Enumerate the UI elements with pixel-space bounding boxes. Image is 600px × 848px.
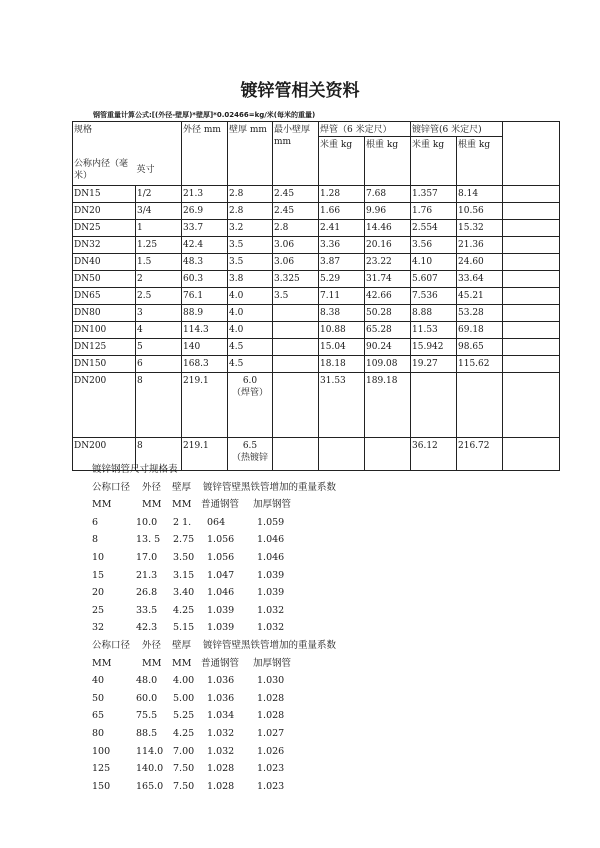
cell-wall: 3.8 [228,271,273,288]
cell-od: 33.7 [182,220,228,237]
cell-g_b: 24.60 [457,254,503,271]
cell-od: 88.9 [182,305,228,322]
size-data-row-col: 1.036 [207,692,235,704]
cell-wall: 4.0 [228,322,273,339]
cell-min: 3.06 [273,254,319,271]
cell-blank [503,254,560,271]
header-row-1 [73,122,560,137]
cell-blank [503,373,560,438]
cell-g_b: 115.62 [457,356,503,373]
cell-inch: 1.25 [136,237,182,254]
cell-min [273,322,319,339]
size-data-row-col: 5.00 [173,692,195,704]
cell-w_m: 31.53 [319,373,365,438]
size-data-row-col: 65 [92,710,105,722]
cell-inch: 6 [136,356,182,373]
cell-g_m: 11.53 [411,322,457,339]
wall-value: 6.0 [242,376,258,386]
cell-inch: 2.5 [136,288,182,305]
size-header-row-col: 公称口径 [92,481,131,493]
cell-w_b: 14.46 [365,220,411,237]
size-data-row-col: 75.5 [136,710,158,722]
size-data-row-col: 4.25 [173,604,195,616]
cell-g_b: 98.65 [457,339,503,356]
cell-dn: DN200 [73,373,136,438]
size-header-row-col: 外径 [142,639,162,651]
cell-w_m: 1.28 [319,186,365,203]
cell-g_m: 8.88 [411,305,457,322]
cell-dn: DN25 [73,220,136,237]
cell-od: 114.3 [182,322,228,339]
cell-wall: 2.8 [228,203,273,220]
cell-wall [228,438,273,471]
size-data-row-col: 26.8 [136,587,158,599]
header-welded-per-bar: 根重 kg [365,137,411,186]
wall-note: （热镀锌 [231,453,268,463]
header-wall: 壁厚 mm [228,122,273,186]
cell-min: 2.8 [273,220,319,237]
cell-od: 140 [182,339,228,356]
header-galv-group: 镀锌管(6 米定尺) [411,122,503,137]
size-data-row-col: 13. 5 [136,534,161,546]
cell-od: 60.3 [182,271,228,288]
cell-g_b: 45.21 [457,288,503,305]
cell-g_b: 33.64 [457,271,503,288]
cell-wall: 4.0 [228,288,273,305]
size-header-row-col: 壁厚 [172,481,192,493]
cell-w_m: 3.36 [319,237,365,254]
size-unit-row-col: MM [142,657,162,669]
cell-g_m [411,373,457,438]
cell-blank [503,438,560,471]
size-data-row-col: 1.028 [207,780,235,792]
size-data-row-col: 1.039 [257,587,285,599]
cell-g_m: 19.27 [411,356,457,373]
wall-note: （焊管） [231,388,268,398]
cell-od: 219.1 [182,438,228,471]
table-row [73,203,560,220]
cell-g_b: 10.56 [457,203,503,220]
size-data-row-col: 1.039 [207,622,235,634]
size-data-row-col: 1.032 [257,622,285,634]
cell-dn: DN15 [73,186,136,203]
header-welded-per-meter: 米重 kg [319,137,365,186]
size-data-row-col: 8 [92,534,99,546]
cell-g_b: 8.14 [457,186,503,203]
cell-w_m: 18.18 [319,356,365,373]
cell-blank [503,220,560,237]
cell-dn: DN32 [73,237,136,254]
size-data-row-col: 140.0 [136,763,164,775]
cell-min: 2.45 [273,203,319,220]
header-spec-gap [73,137,182,153]
table-row [73,356,560,373]
cell-w_b: 90.24 [365,339,411,356]
cell-od: 42.4 [182,237,228,254]
cell-g_m: 7.536 [411,288,457,305]
cell-dn: DN80 [73,305,136,322]
size-data-row-col: 3.40 [173,587,195,599]
cell-w_b: 42.66 [365,288,411,305]
cell-wall: 2.8 [228,186,273,203]
cell-g_b: 53.28 [457,305,503,322]
cell-w_b: 9.96 [365,203,411,220]
cell-w_b: 7.68 [365,186,411,203]
table-row [73,322,560,339]
size-data-row-col: 1.039 [207,604,235,616]
cell-dn: DN65 [73,288,136,305]
cell-g_m: 1.76 [411,203,457,220]
cell-blank [503,237,560,254]
table-row [73,220,560,237]
cell-g_m: 3.56 [411,237,457,254]
cell-od: 219.1 [182,373,228,438]
size-data-row-col: 48.0 [136,675,158,687]
cell-w_b: 65.28 [365,322,411,339]
size-data-row-col: 3.15 [173,569,195,581]
cell-min [273,305,319,322]
size-data-row-col: 10.0 [136,516,158,528]
cell-wall: 3.5 [228,237,273,254]
size-unit-row-col: MM [92,657,112,669]
size-data-row-col: 1.046 [257,551,285,563]
size-unit-row-col: MM [172,499,192,511]
size-data-row-col: 1.027 [257,727,285,739]
pipe-spec-table [72,121,560,471]
cell-min: 3.325 [273,271,319,288]
size-header-row-col: 外径 [142,481,162,493]
size-data-row-col: 1.026 [257,745,285,757]
table-row [73,288,560,305]
table-row [73,237,560,254]
cell-w_m: 15.04 [319,339,365,356]
size-header-row-col: 公称口径 [92,639,131,651]
size-data-row-col: 33.5 [136,604,158,616]
size-data-row-col: 42.3 [136,622,158,634]
size-unit-row-col: 加厚钢管 [253,657,292,669]
size-data-row-col: 1.032 [257,604,285,616]
cell-inch: 8 [136,373,182,438]
size-data-row-col: 1.046 [257,534,285,546]
cell-od: 48.3 [182,254,228,271]
size-unit-row-col: 加厚钢管 [253,499,292,511]
size-header-row-col: 镀锌管壁黑铁管增加的重量系数 [203,481,337,493]
wall-value: 6.5 [242,441,258,451]
cell-min [273,356,319,373]
size-data-row-col: 1.028 [257,710,285,722]
size-data-row-col: 40 [92,675,105,687]
cell-w_b: 31.74 [365,271,411,288]
size-data-row-col: 1.032 [207,727,235,739]
size-data-row-col: 1.030 [257,675,285,687]
cell-dn: DN150 [73,356,136,373]
cell-wall: 4.5 [228,356,273,373]
cell-min: 2.45 [273,186,319,203]
cell-dn: DN100 [73,322,136,339]
size-data-row-col: 1.056 [207,551,235,563]
size-data-row-col: 7.50 [173,780,195,792]
size-data-row-col: 10 [92,551,105,563]
cell-dn: DN40 [73,254,136,271]
header-inch: 英寸 [136,153,182,186]
size-data-row-col: 80 [92,727,105,739]
cell-dn: DN125 [73,339,136,356]
header-galv-per-bar: 根重 kg [457,137,503,186]
size-data-row-col: 15 [92,569,105,581]
size-data-row-col: 1.059 [257,516,285,528]
cell-wall: 4.0 [228,305,273,322]
cell-od: 168.3 [182,356,228,373]
size-unit-row-col: 普通钢管 [201,657,240,669]
cell-g_m: 1.357 [411,186,457,203]
cell-inch: 1.5 [136,254,182,271]
size-data-row-col: 1.028 [207,763,235,775]
cell-min [273,438,319,471]
cell-g_m: 2.554 [411,220,457,237]
cell-w_m: 8.38 [319,305,365,322]
size-data-row-col: 100 [92,745,111,757]
header-min-wall: 最小壁厚 mm [273,122,319,186]
size-unit-row-col: 普通钢管 [201,499,240,511]
cell-g_m: 15.942 [411,339,457,356]
size-data-row-col: 4.00 [173,675,195,687]
cell-w_m: 1.66 [319,203,365,220]
cell-g_b: 216.72 [457,438,503,471]
cell-inch: 3/4 [136,203,182,220]
cell-wall [228,373,273,438]
size-data-row-col: 1.047 [207,569,235,581]
size-header-row-col: 镀锌管壁黑铁管增加的重量系数 [203,639,337,651]
size-data-row-col: 2.75 [173,534,195,546]
cell-g_m: 5.607 [411,271,457,288]
cell-w_b: 50.28 [365,305,411,322]
cell-w_b: 189.18 [365,373,411,438]
cell-blank [503,339,560,356]
cell-w_m: 10.88 [319,322,365,339]
cell-w_b [365,438,411,471]
cell-g_m: 4.10 [411,254,457,271]
size-unit-row-col: MM [92,499,112,511]
size-unit-row-col: MM [172,657,192,669]
cell-dn: DN200 [73,438,136,471]
header-nominal-bore: 公称内径（毫米） [73,153,136,186]
size-data-row-col: 1.046 [207,587,235,599]
table-row [73,186,560,203]
size-data-row-col: 6 [92,516,99,528]
size-data-row-col: 1.036 [207,675,235,687]
cell-dn: DN20 [73,203,136,220]
cell-min: 3.5 [273,288,319,305]
size-data-row-col: 114.0 [136,745,164,757]
table-row [73,254,560,271]
header-galv-per-meter: 米重 kg [411,137,457,186]
cell-w_b: 20.16 [365,237,411,254]
size-data-row-col: 5.25 [173,710,195,722]
cell-min: 3.06 [273,237,319,254]
table-row-tall [73,373,560,438]
size-data-row-col: 125 [92,763,111,775]
size-data-row-col: 50 [92,692,105,704]
header-blank [503,122,560,186]
table-row [73,271,560,288]
size-data-row-col: 21.3 [136,569,158,581]
size-data-row-col: 3.50 [173,551,195,563]
size-data-row-col: 5.15 [173,622,195,634]
weight-formula: 钢管重量计算公式:[(外径-壁厚)*壁厚]*0.02466=kg/米(每米的重量) [93,111,316,119]
size-data-row-col: 1.034 [207,710,235,722]
size-data-row-col: 1.028 [257,692,285,704]
cell-min [273,373,319,438]
cell-blank [503,305,560,322]
size-data-row-col: 7.50 [173,763,195,775]
cell-w_m: 7.11 [319,288,365,305]
size-header-row-col: 壁厚 [172,639,192,651]
size-data-row-col: 1.056 [207,534,235,546]
size-data-row-col: 32 [92,622,105,634]
cell-w_m: 3.87 [319,254,365,271]
cell-g_b [457,373,503,438]
size-data-row-col: 7.00 [173,745,195,757]
cell-blank [503,288,560,305]
cell-g_b: 21.36 [457,237,503,254]
cell-w_b: 109.08 [365,356,411,373]
cell-wall: 3.5 [228,254,273,271]
cell-dn: DN50 [73,271,136,288]
size-data-row-col: 88.5 [136,727,158,739]
size-data-row-col: 20 [92,587,105,599]
size-data-row-col: 064 [207,516,226,528]
header-welded-group: 焊管（6 米定尺） [319,122,411,137]
cell-wall: 3.2 [228,220,273,237]
size-data-row-col: 1.023 [257,780,285,792]
cell-inch: 5 [136,339,182,356]
header-od: 外径 mm [182,122,228,186]
cell-g_b: 15.32 [457,220,503,237]
cell-inch: 2 [136,271,182,288]
size-data-row-col: 4.25 [173,727,195,739]
size-data-row-col: 1.032 [207,745,235,757]
cell-inch: 1 [136,220,182,237]
size-data-row-col: 1.039 [257,569,285,581]
cell-min [273,339,319,356]
cell-w_m [319,438,365,471]
cell-blank [503,322,560,339]
cell-g_b: 69.18 [457,322,503,339]
cell-w_b: 23.22 [365,254,411,271]
size-data-row-col: 165.0 [136,780,164,792]
size-data-row-col: 150 [92,780,111,792]
table-row [73,305,560,322]
cell-inch: 8 [136,438,182,471]
cell-inch: 3 [136,305,182,322]
cell-inch: 4 [136,322,182,339]
document-title: 镀锌管相关资料 [240,81,360,101]
cell-blank [503,356,560,373]
cell-w_m: 5.29 [319,271,365,288]
cell-wall: 4.5 [228,339,273,356]
cell-w_m: 2.41 [319,220,365,237]
cell-blank [503,203,560,220]
size-data-row-col: 60.0 [136,692,158,704]
cell-g_m: 36.12 [411,438,457,471]
cell-od: 76.1 [182,288,228,305]
size-data-row-col: 17.0 [136,551,158,563]
size-unit-row-col: MM [142,499,162,511]
cell-inch: 1/2 [136,186,182,203]
cell-od: 26.9 [182,203,228,220]
size-data-row-col: 25 [92,604,105,616]
cell-blank [503,186,560,203]
cell-od: 21.3 [182,186,228,203]
cell-blank [503,271,560,288]
size-data-row-col: 2 1. [173,516,192,528]
header-spec: 规格 [73,122,182,137]
size-data-row-col: 1.023 [257,763,285,775]
table-row [73,339,560,356]
